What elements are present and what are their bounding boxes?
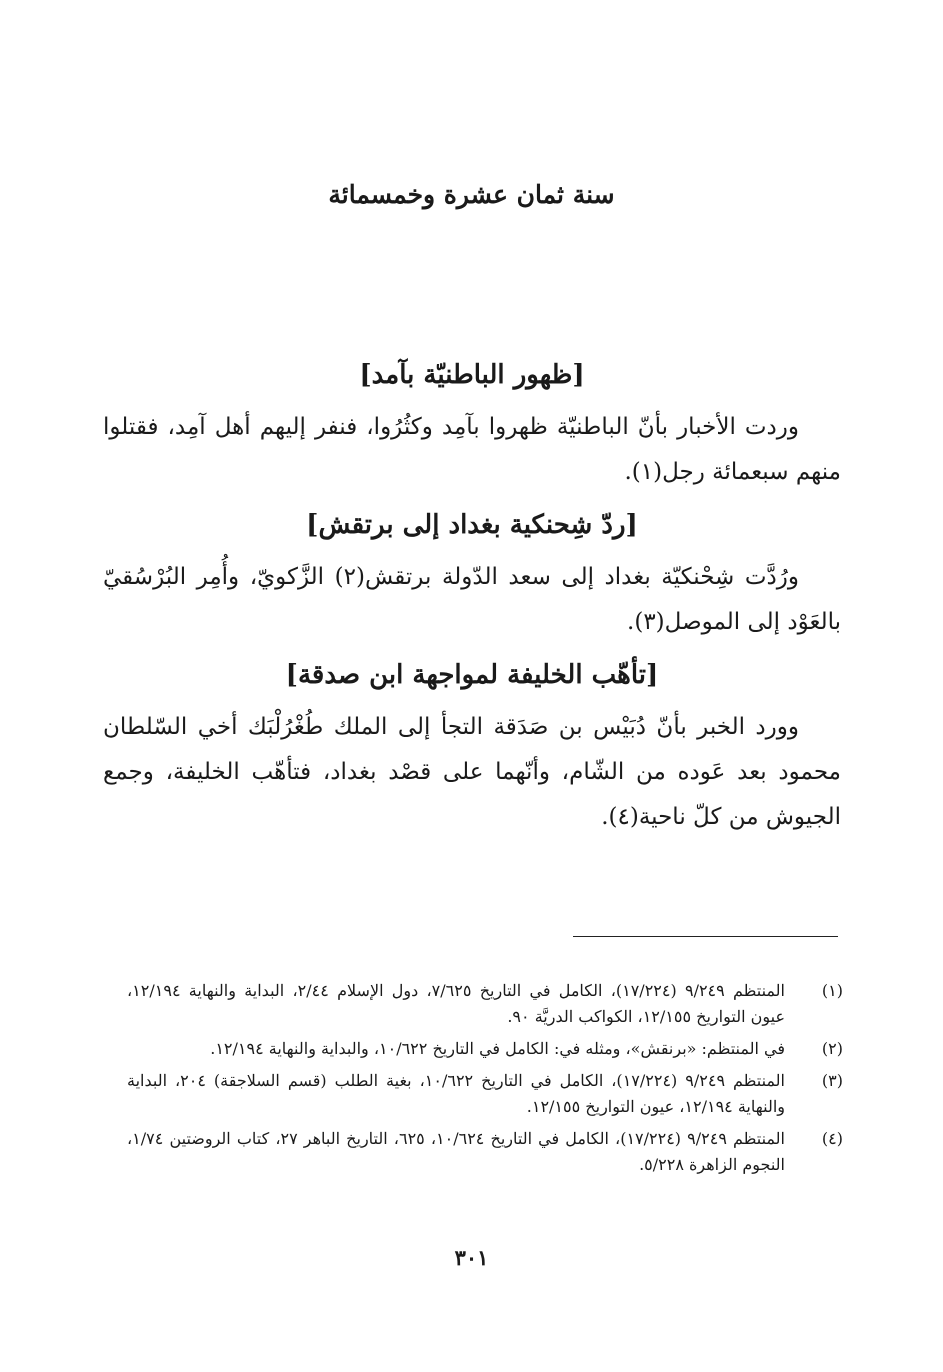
- footnote-4: [127, 1126, 843, 1178]
- section-paragraph-caliph: وورد الخبر بأنّ دُبَيْس بن صَدَقة التجأ إلى الملك طُغْرُلْبَك أخي السّلطان محمود بعد عَوده من الشّام، وأنّهما على قصْد بغداد، فتأهّب الخليفة، وجمع الجيوش من كلّ ناحية(٤).: [103, 714, 841, 830]
- section-paragraph-shihnakiyya: ورُدَّت شِحْنكيّة بغداد إلى سعد الدّولة برتقش(٢) الزَّكويّ، وأُمِر البُرْسُقيّ بالعَوْد إلى الموصل(٣).: [103, 564, 841, 635]
- section-heading-caliph: [تأهّب الخليفة لمواجهة ابن صدقة]: [285, 660, 659, 690]
- section-heading-batiniyya: [ظهور الباطنيّة بآمد]: [359, 360, 585, 390]
- footnote-number: (٢): [821, 1039, 843, 1058]
- footnote-1: [127, 978, 843, 1030]
- page-number: ٣٠١: [454, 1245, 489, 1270]
- footnote-number: (٣): [821, 1071, 843, 1090]
- footnote-text: المنتظم ٩/٢٤٩ (١٧/٢٢٤)، الكامل في التاريخ ١٠/٦٢٤، ٦٢٥، التاريخ الباهر ٢٧، كتاب الروضتين ١/٧٤، النجوم الزاهرة ٥/٢٢٨.: [127, 1129, 786, 1174]
- section-heading-shihnakiyya: [ردّ شِحنكية بغداد إلى برتقش]: [306, 510, 638, 540]
- footnote-text: في المنتظم: «برنقش»، ومثله في: الكامل في التاريخ ١٠/٦٢٢، والبداية والنهاية ١٢/١٩٤.: [210, 1039, 785, 1058]
- chapter-title: سنة ثمان عشرة وخمسمائة: [328, 180, 615, 209]
- main-text: [103, 355, 841, 850]
- footnote-number: (٤): [821, 1129, 843, 1148]
- section-paragraph-batiniyya: وردت الأخبار بأنّ الباطنيّة ظهروا بآمِد وكثُرُوا، فنفر إليهم أهل آمِد، فقتلوا منهم سبعمائة رجل(١).: [103, 414, 841, 485]
- footnote-text: المنتظم ٩/٢٤٩ (١٧/٢٢٤)، الكامل في التاريخ ٧/٦٢٥، دول الإسلام ٢/٤٤، البداية والنهاية ١٢/١٩٤، عيون التواريخ ١٢/١٥٥، الكواكب الدريَّة ٩٠.: [127, 981, 785, 1026]
- footnotes: [127, 978, 843, 1184]
- footnote-divider: [573, 936, 838, 937]
- footnote-3: [127, 1068, 843, 1120]
- footnote-text: المنتظم ٩/٢٤٩ (١٧/٢٢٤)، الكامل في التاريخ ١٠/٦٢٢، بغية الطلب (قسم السلاجقة) ٢٠٤، البداية والنهاية ١٢/١٩٤، عيون التواريخ ١٢/١٥٥.: [127, 1071, 786, 1116]
- footnote-2: [127, 1036, 843, 1062]
- footnote-number: (١): [821, 981, 843, 1000]
